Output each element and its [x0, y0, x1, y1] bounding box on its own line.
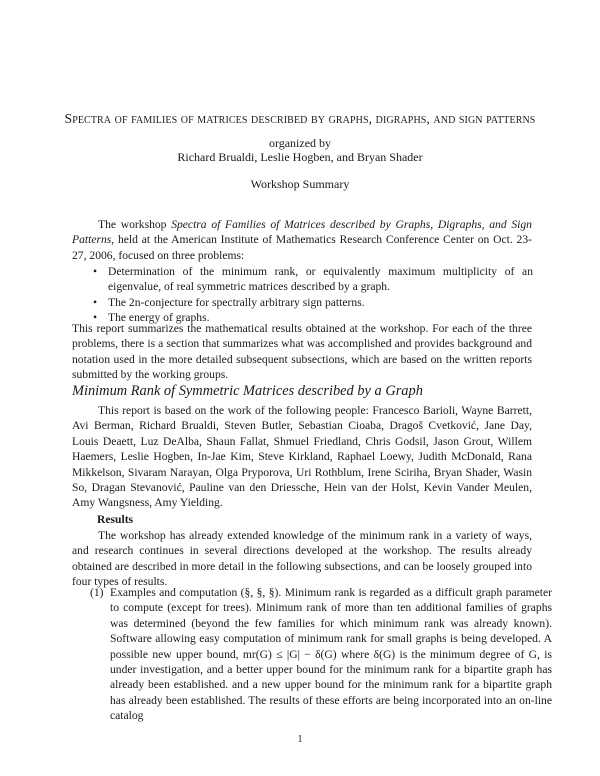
enum-number: (1)	[90, 586, 104, 599]
bullet-icon: •	[93, 265, 98, 278]
bullet-icon: •	[93, 311, 98, 325]
list-item	[93, 295, 533, 310]
organizers-line: Richard Brualdi, Leslie Hogben, and Bryan Shader	[177, 150, 423, 164]
intro-text-after: , held at the American Institute of Mathematics Research Conference Center on Oct. 23-27, 2006, focused on three problems:	[72, 233, 532, 262]
workshop-title-italic: Spectra of Families of Matrices described by Graphs, Digraphs, and Sign Patterns	[72, 218, 532, 247]
page-number: 1	[297, 734, 303, 745]
intro-paragraph	[72, 217, 532, 263]
enum-text: Examples and computation (§, §, §). Minimum rank is regarded as a difficult graph parameter to compute (except for trees). Minimum rank of more than ten additional families of graphs was determined (beyond the few families for which minimum rank was already known). Software allowing easy computation of minimum rank for small graphs is being developed. A possible new upper bound, mr(G) ≤ |G| − δ(G) where δ(G) is the minimum degree of G, is under investigation, and a better upper bound for the minimum rank for a bipartite graph has already been established. and a new upper bound for the minimum rank for a bipartite graph has already been established. The results of these efforts are being incorporated into an on-line catalog	[110, 586, 552, 723]
problem-list	[93, 264, 533, 326]
list-item	[93, 264, 533, 295]
section-title: Minimum Rank of Symmetric Matrices described by a Graph	[72, 383, 423, 399]
people-paragraph: This report is based on the work of the following people: Francesco Barioli, Wayne Barrett, Avi Berman, Richard Brualdi, Steven Butler, Sebastian Cioaba, Dragoš Cvetković, Jane Day, Louis Deaett, Luz DeAlba, Shaun Fallat, Shmuel Friedland, Chris Godsil, Jason Grout, Willem Haemers, Leslie Hogben, In-Jae Kim, Steve Kirkland, Raphael Loewy, Judith McDonald, Rana Mikkelson, Sivaram Narayan, Olga Pryporova, Uri Rothblum, Irene Sciriha, Bryan Shader, Wasin So, Dragan Stevanović, Pauline van den Driessche, Hein van der Holst, Kevin Vander Meulen, Amy Wangsness, Amy Yielding.	[72, 404, 532, 510]
results-heading: Results	[97, 513, 134, 526]
list-item-text: Determination of the minimum rank, or equivalently maximum multiplicity of an eigenvalue, of real symmetric matrices described by a graph.	[108, 265, 533, 294]
bullet-icon: •	[93, 295, 98, 309]
list-item-text: The 2n-conjecture for spectrally arbitrary sign patterns.	[108, 295, 365, 309]
report-paragraph: This report summarizes the mathematical results obtained at the workshop. For each of the three problems, there is a section that summarizes what was accomplished and provides background and notation used in the more detailed subsequent subsections, which are based on the written reports submitted by the working groups.	[72, 322, 532, 382]
list-item-text: The energy of graphs.	[108, 311, 210, 325]
results-paragraph: The workshop has already extended knowledge of the minimum rank in a variety of ways, and research continues in several directions developed at the workshop. The results already obtained are described in more detail in the following subsections, and can be loosely grouped into four types of results.	[72, 529, 532, 589]
summary-heading: Workshop Summary	[250, 177, 350, 191]
paper-title: Spectra of families of matrices described by graphs, digraphs, and sign patterns	[64, 111, 536, 126]
intro-text-before: The workshop	[98, 218, 172, 231]
enumerated-item	[90, 585, 552, 724]
organized-by-label: organized by	[268, 136, 332, 150]
